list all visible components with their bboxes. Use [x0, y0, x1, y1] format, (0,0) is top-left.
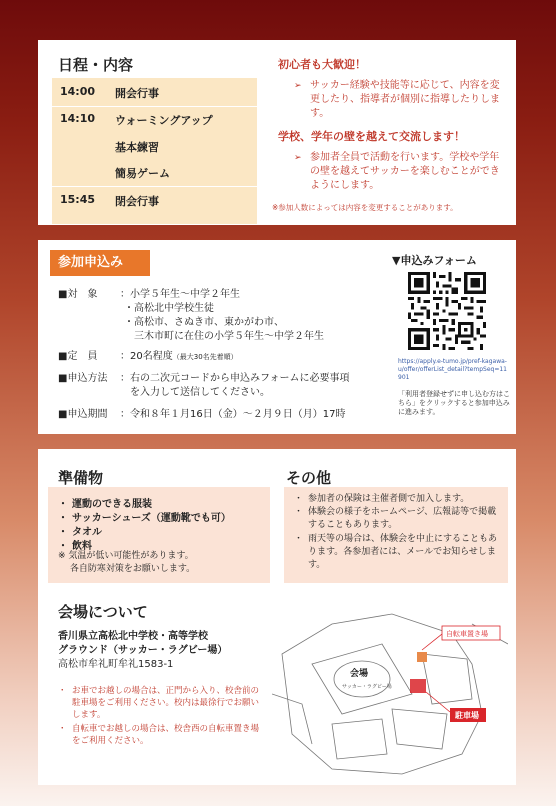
capacity-note: （最大30名先着順）: [172, 353, 238, 361]
venue-ground: グラウンド（サッカー・ラグビー場）: [58, 645, 228, 656]
method-line: を入力して送信してください。: [120, 387, 270, 398]
other-item: [294, 533, 500, 572]
period-value: ：令和８年１月16日（金）〜２月９日（月）17時: [120, 409, 346, 420]
prep-item-label: 飲料: [72, 541, 92, 552]
form-title: ▼申込みフォーム: [392, 254, 477, 267]
form-note: 「利用者登録せずに申し込む方はこちら」をクリックすると参加申込みに進みます。: [398, 390, 510, 416]
prep-item: [58, 523, 102, 538]
venue-note-text: 自転車でお越しの場合は、校舎西の自転車置き場をご利用ください。: [72, 724, 260, 746]
schedule-time: 14:10: [60, 112, 96, 125]
schedule-event: 開会行事: [115, 87, 159, 100]
bullet: ・: [294, 534, 304, 544]
map-parking-label: 駐車場: [455, 711, 479, 720]
prep-item: [58, 509, 231, 524]
other-item: [294, 506, 500, 532]
info-panel: [38, 449, 516, 785]
highlight-heading: 初心者も大歓迎！: [278, 58, 366, 71]
arrow-bullet-icon: ➢: [294, 81, 302, 91]
other-item-text: 体験会の様子をホームページ、広報誌等で掲載することもあります。: [308, 507, 497, 530]
venue-note: [58, 723, 263, 747]
apply-panel: [38, 240, 516, 434]
building-outline: [332, 719, 387, 759]
highlight-heading: 学校、学年の壁を越えて交流します！: [278, 130, 465, 143]
prep-item-label: 運動のできる服装: [72, 499, 152, 510]
other-item-text: 参加者の保険は主催者側で加入します。: [308, 494, 470, 504]
schedule-panel: [38, 40, 516, 225]
bullet: ・: [58, 686, 67, 696]
venue-school: 香川県立高松北中学校・高等学校: [58, 631, 208, 642]
target-line: ・高松北中学校生徒: [124, 303, 214, 314]
schedule-note: ※参加人数によっては内容を変更することがあります。: [272, 203, 458, 212]
map-venue-sub: サッカー・ラグビー場: [342, 684, 392, 690]
capacity-value: ：20名程度: [120, 351, 173, 362]
arrow-bullet-icon: ➢: [294, 153, 302, 163]
field-outline: [334, 661, 390, 697]
target-label: ■対 象: [58, 289, 98, 300]
bullet: ・: [294, 494, 304, 504]
other-title: その他: [286, 469, 332, 487]
prep-note: 各自防寒対策をお願いします。: [58, 564, 196, 574]
venue-note-text: お車でお越しの場合は、正門から入り、校舎前の駐車場をご利用ください。校内は最徐行でお願いします。: [72, 686, 260, 720]
bike-area: [417, 652, 427, 662]
highlight-body: サッカー経験や技能等に応じて、内容を変更したり、指導者が個別に指導したりします。: [310, 80, 500, 119]
map-bike-label: 自転車置き場: [446, 630, 488, 638]
schedule-event: 簡易ゲーム: [115, 167, 170, 180]
other-item-text: 雨天等の場合は、体験会を中止にすることもあります。各参加者には、メールでお知らせします。: [308, 534, 498, 570]
map-venue-label: 会場: [350, 669, 369, 679]
road-line: [272, 694, 312, 744]
prep-item-label: タオル: [72, 527, 102, 538]
campus-map: [272, 604, 508, 780]
method-label: ■申込方法: [58, 373, 108, 384]
method-line: ：右の二次元コードから申込みフォームに必要事項: [120, 373, 350, 384]
target-line: 三木市町に在住の小学５年生〜中学２年生: [124, 331, 324, 342]
capacity-label: ■定 員: [58, 351, 98, 362]
apply-title: 参加申込み: [50, 250, 150, 276]
form-url-link[interactable]: https://apply.e-tumo.jp/pref-kagawa-u/offer/offerList_detail?tempSeq=11901: [398, 358, 507, 381]
target-line: ：小学５年生〜中学２年生: [120, 289, 240, 300]
schedule-event: 閉会行事: [115, 195, 159, 208]
building-outline: [392, 709, 447, 749]
bike-leader: [422, 634, 442, 650]
prep-item: [58, 495, 152, 510]
target-line: ・高松市、さぬき市、東かがわ市、: [124, 317, 284, 328]
schedule-event: ウォーミングアップ: [115, 114, 213, 127]
prep-item-label: サッカーシューズ（運動靴でも可）: [72, 513, 231, 524]
venue-address: 高松市牟礼町牟礼1583-1: [58, 659, 174, 670]
building-outline: [422, 654, 472, 704]
bullet: ・: [58, 527, 68, 538]
schedule-event: 基本練習: [115, 141, 159, 154]
schedule-divider: [52, 106, 257, 107]
prep-note: ※ 気温が低い可能性があります。: [58, 551, 194, 561]
bullet: ・: [294, 507, 304, 517]
venue-note: [58, 685, 263, 721]
bullet: ・: [58, 513, 68, 524]
prep-title: 準備物: [58, 469, 104, 487]
venue-title: 会場について: [58, 603, 148, 621]
bullet: ・: [58, 541, 68, 552]
schedule-time: 15:45: [60, 193, 96, 206]
qr-code[interactable]: [408, 272, 486, 350]
highlight-body: 参加者全員で活動を行います。学校や学年の壁を越えてサッカーを楽しむことができようにします。: [310, 152, 500, 191]
ground-outline: [312, 644, 412, 714]
schedule-time: 14:00: [60, 85, 96, 98]
period-label: ■申込期間: [58, 409, 108, 420]
bullet: ・: [58, 499, 68, 510]
schedule-title: 日程・内容: [58, 56, 134, 74]
parking-area: [410, 679, 426, 693]
other-item: [294, 493, 500, 506]
bullet: ・: [58, 724, 67, 734]
schedule-divider: [52, 186, 257, 187]
